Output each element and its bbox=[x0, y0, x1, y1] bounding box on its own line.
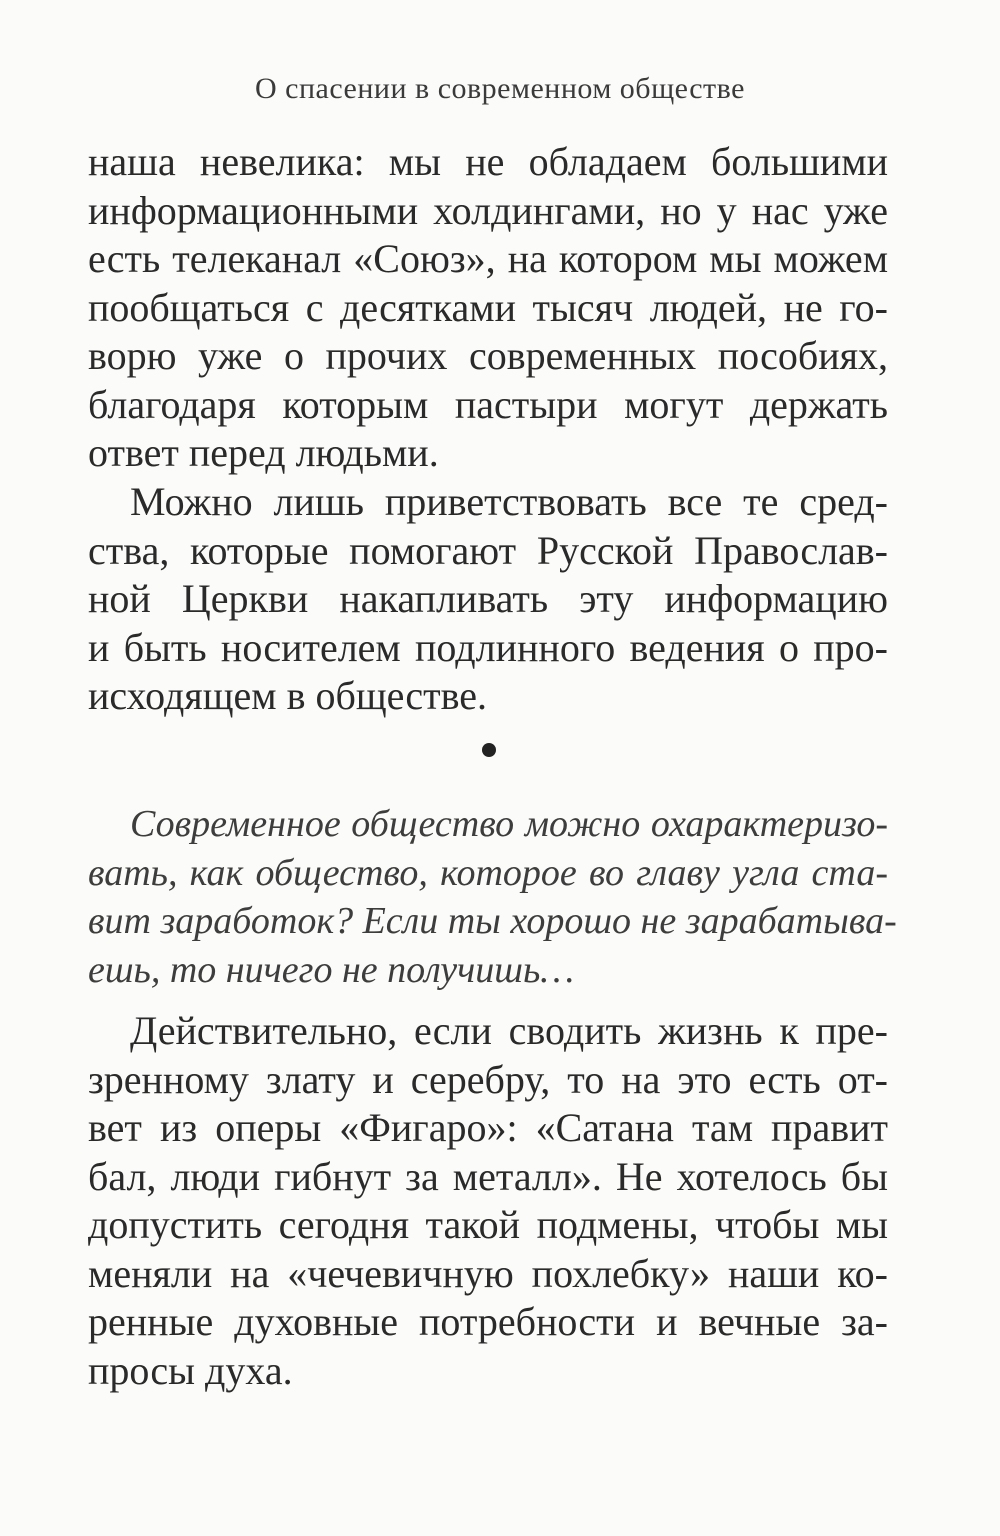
text-line: ной Церкви накапливать эту информацию bbox=[88, 576, 888, 621]
text-line: есть телеканал «Союз», на котором мы можем bbox=[88, 236, 888, 281]
text-line: исходящем в обществе. bbox=[88, 673, 488, 718]
text-line: благодаря которым пастыри могут держать bbox=[88, 381, 888, 427]
text-line: просы духа. bbox=[88, 1347, 293, 1393]
text-line: ства, которые помогают Русской Православ- bbox=[88, 527, 888, 573]
text-line: вать, как общество, которое во главу угла ста- bbox=[88, 851, 888, 894]
text-line: пообщаться с десятками тысяч людей, не го- bbox=[88, 284, 888, 330]
text-line: ренные духовные потребности и вечные за- bbox=[88, 1299, 888, 1344]
section-separator-bullet bbox=[482, 743, 496, 757]
text-line: Действительно, если сводить жизнь к пре- bbox=[130, 1008, 888, 1053]
text-line: и быть носителем подлинного ведения о про- bbox=[88, 624, 888, 670]
text-line: бал, люди гибнут за металл». Не хотелось бы bbox=[88, 1153, 888, 1199]
text-line: информационными холдингами, но у нас уже bbox=[88, 187, 888, 233]
text-line: зренному злату и серебру, то на это есть от- bbox=[88, 1056, 888, 1102]
interview-question bbox=[88, 800, 897, 994]
running-title: О спасении в современном обществе bbox=[255, 72, 745, 105]
text-line: вит заработок? Если ты хорошо не зарабатыва- bbox=[88, 900, 897, 942]
text-line: наша невелика: мы не обладаем большими bbox=[88, 139, 888, 184]
text-line: вет из оперы «Фигаро»: «Сатана там правит bbox=[88, 1105, 888, 1150]
paragraph bbox=[88, 478, 888, 721]
text-line: ворю уже о прочих современных пособиях, bbox=[88, 333, 888, 378]
text-line: ешь, то ничего не получишь… bbox=[88, 948, 575, 991]
paragraph-continued bbox=[88, 138, 888, 478]
text-line: меняли на «чечевичную похлебку» наши ко- bbox=[88, 1250, 888, 1296]
text-line: ответ перед людьми. bbox=[88, 430, 439, 475]
text-line: допустить сегодня такой подмены, чтобы мы bbox=[88, 1202, 888, 1247]
text-line: Современное общество можно охарактеризо- bbox=[130, 803, 888, 845]
text-line: Можно лишь приветствовать все те сред- bbox=[130, 479, 888, 524]
interview-answer bbox=[88, 1007, 888, 1395]
